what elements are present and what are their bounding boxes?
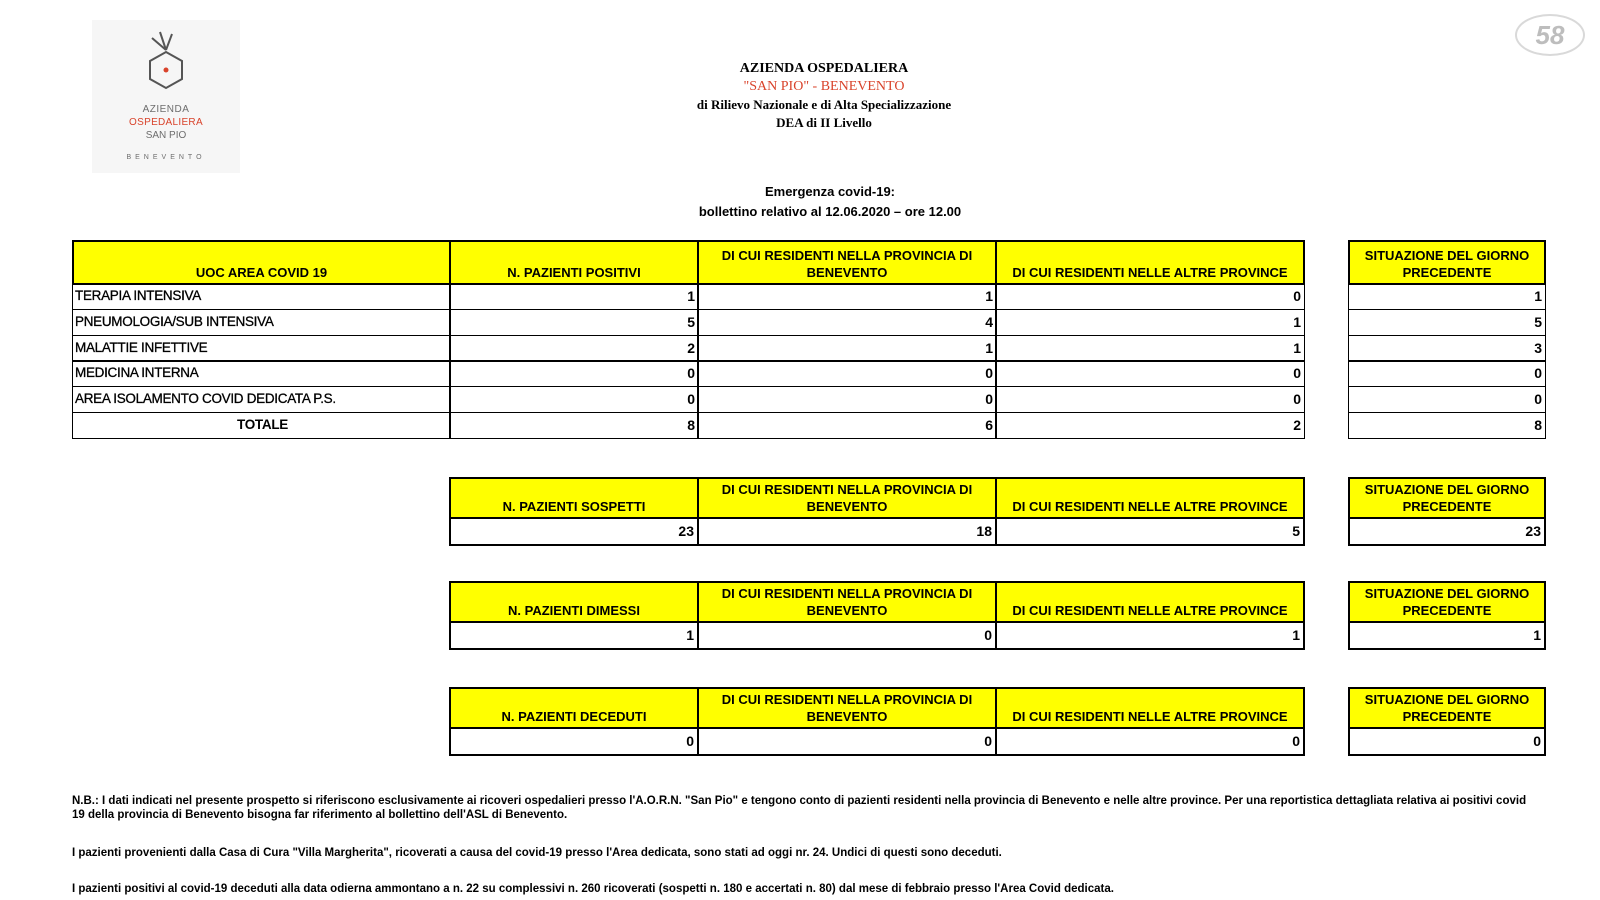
header-line-1: AZIENDA OSPEDALIERA (739, 61, 909, 76)
cell-benevento: 1 (697, 283, 997, 310)
logo-text-azienda: AZIENDA (142, 104, 190, 115)
bulletin-title-line-2: bollettino relativo al 12.06.2020 – ore 12.00 (698, 204, 962, 219)
cell-altre: 0 (995, 386, 1305, 413)
note-deceduti: I pazienti positivi al covid-19 deceduti alla data odierna ammontano a n. 22 su complessivi n. 260 ricoverati (sospetti n. 180 e accertati n. 80) dal mese di febbraio presso l'Area Covid dedicata. (72, 883, 1114, 895)
header-sospetti: N. PAZIENTI SOSPETTI (449, 477, 699, 519)
bulletin-title-line-1: Emergenza covid-19: (764, 184, 896, 199)
row-label-terapia-intensiva: TERAPIA INTENSIVA (72, 283, 451, 310)
logo-text-benevento: BENEVENTO (126, 154, 206, 161)
header-deceduti: N. PAZIENTI DECEDUTI (449, 687, 699, 729)
header-residenti-benevento: DI CUI RESIDENTI NELLA PROVINCIA DI BENEVENTO (697, 581, 997, 623)
cell-altre: 1 (995, 335, 1305, 362)
cell-benevento-totale: 6 (697, 412, 997, 439)
row-label-pneumologia: PNEUMOLOGIA/SUB INTENSIVA (72, 309, 451, 336)
cell-positivi-totale: 8 (449, 412, 699, 439)
header-residenti-altre: DI CUI RESIDENTI NELLE ALTRE PROVINCE (995, 581, 1305, 623)
cell-positivi: 5 (449, 309, 699, 336)
cell-positivi: 1 (449, 283, 699, 310)
logo-text-san-pio: SAN PIO (145, 130, 187, 141)
header-giorno-precedente: SITUAZIONE DEL GIORNO PRECEDENTE (1348, 581, 1546, 623)
cell-precedente: 0 (1348, 360, 1546, 387)
cell-precedente-totale: 8 (1348, 412, 1546, 439)
header-line-4: DEA di II Livello (776, 115, 872, 130)
row-label-medicina-interna: MEDICINA INTERNA (72, 360, 451, 387)
header-uoc-area: UOC AREA COVID 19 (72, 240, 451, 285)
header-residenti-benevento: DI CUI RESIDENTI NELLA PROVINCIA DI BENEVENTO (697, 477, 997, 519)
cell-precedente: 1 (1348, 283, 1546, 310)
hospital-logo (92, 20, 240, 173)
row-label-area-isolamento: AREA ISOLAMENTO COVID DEDICATA P.S. (72, 386, 451, 413)
channel-badge: 58 (1515, 14, 1585, 56)
bulletin-title (560, 182, 1100, 222)
cell-benevento: 0 (697, 360, 997, 387)
cell-positivi: 0 (449, 386, 699, 413)
header-line-3: di Rilievo Nazionale e di Alta Specializzazione (696, 97, 952, 112)
cell-precedente: 3 (1348, 335, 1546, 362)
cell-altre: 1 (995, 309, 1305, 336)
cell-positivi: 2 (449, 335, 699, 362)
header-residenti-altre: DI CUI RESIDENTI NELLE ALTRE PROVINCE (995, 687, 1305, 729)
header-residenti-benevento: DI CUI RESIDENTI NELLA PROVINCIA DI BENEVENTO (697, 687, 997, 729)
row-label-totale: TOTALE (72, 412, 451, 439)
header-line-2: "SAN PIO" - BENEVENTO (743, 79, 905, 94)
cell-deceduti-benevento: 0 (697, 727, 997, 756)
cell-precedente: 5 (1348, 309, 1546, 336)
cell-sospetti: 23 (449, 517, 699, 546)
header-residenti-altre: DI CUI RESIDENTI NELLE ALTRE PROVINCE (995, 240, 1305, 285)
cell-dimessi-altre: 1 (995, 621, 1305, 650)
cell-benevento: 4 (697, 309, 997, 336)
cell-deceduti: 0 (449, 727, 699, 756)
cell-deceduti-altre: 0 (995, 727, 1305, 756)
cell-altre: 0 (995, 360, 1305, 387)
header-positivi: N. PAZIENTI POSITIVI (449, 240, 699, 285)
cell-sospetti-benevento: 18 (697, 517, 997, 546)
cell-deceduti-precedente: 0 (1348, 727, 1546, 756)
header-residenti-benevento: DI CUI RESIDENTI NELLA PROVINCIA DI BENEVENTO (697, 240, 997, 285)
cell-sospetti-precedente: 23 (1348, 517, 1546, 546)
cell-sospetti-altre: 5 (995, 517, 1305, 546)
cell-altre: 0 (995, 283, 1305, 310)
row-label-malattie-infettive: MALATTIE INFETTIVE (72, 335, 451, 362)
header-giorno-precedente: SITUAZIONE DEL GIORNO PRECEDENTE (1348, 687, 1546, 729)
header-giorno-precedente: SITUAZIONE DEL GIORNO PRECEDENTE (1348, 240, 1546, 285)
header-giorno-precedente: SITUAZIONE DEL GIORNO PRECEDENTE (1348, 477, 1546, 519)
logo-text-ospedaliera: OSPEDALIERA (129, 117, 203, 128)
cell-benevento: 1 (697, 335, 997, 362)
cell-dimessi-precedente: 1 (1348, 621, 1546, 650)
header-dimessi: N. PAZIENTI DIMESSI (449, 581, 699, 623)
cell-dimessi-benevento: 0 (697, 621, 997, 650)
note-nb: N.B.: I dati indicati nel presente prospetto si riferiscono esclusivamente ai ricoveri ospedalieri presso l'A.O.R.N. "San Pio" e tengono conto di pazienti residenti nella provincia di Benevento e nelle altre province. Per una reportistica dettagliata relativa ai positivi covid 19 della provincia di Benevento bisogna far riferimento al bollettino dell'ASL di Benevento. (72, 795, 1527, 821)
note-villa-margherita: I pazienti provenienti dalla Casa di Cura "Villa Margherita", ricoverati a causa del covid-19 presso l'Area dedicata, sono stati ad oggi nr. 24. Undici di questi sono deceduti. (72, 847, 1002, 859)
hexagon-logo-icon (136, 28, 196, 104)
cell-benevento: 0 (697, 386, 997, 413)
cell-altre-totale: 2 (995, 412, 1305, 439)
header-residenti-altre: DI CUI RESIDENTI NELLE ALTRE PROVINCE (995, 477, 1305, 519)
cell-positivi: 0 (449, 360, 699, 387)
hospital-header (600, 60, 1048, 132)
cell-dimessi: 1 (449, 621, 699, 650)
cell-precedente: 0 (1348, 386, 1546, 413)
